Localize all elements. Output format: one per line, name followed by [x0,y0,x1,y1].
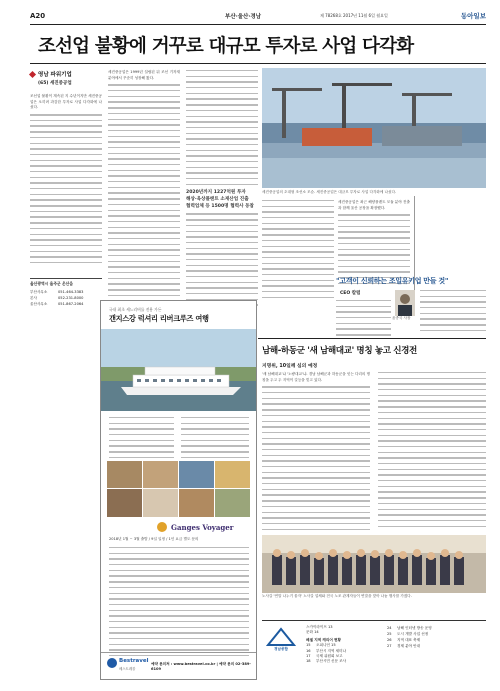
company-box [30,70,102,86]
info-box-title: 울산광역시 울주군 온산읍 [30,281,73,286]
info-row: 본사 052-231-8000 [30,296,84,300]
subhead: 2020년까지 1227억원 투자 [186,190,246,196]
travel-ad [100,300,257,680]
article-col-1 [30,94,102,268]
ad-footer [101,652,256,679]
paragraph: 세진중공업은 최근 해양플랜트 모듈 분야 진출과 함께 울산 공장을 확장했다. [338,200,410,210]
index-list-right: 24 남해 인터넷 방송 운영 25 도시 개발 사업 선정 26 지역 대표 축제 27 경제 분야 안내 [387,626,432,648]
brand-logo: 동아일보 [460,12,486,20]
paragraph: 조선업 불황이 계속된 지 수년이지만 세진중공업은 오히려 과감한 투자로 사업 다각화에 나섰다. [30,94,102,110]
article2-col-2 [378,372,486,531]
ceo-quote-title: "고객이 신뢰하는 조일유키업 만들 것" [336,277,449,285]
section-name: 부산·울산·경남 [225,14,262,20]
ad-brand: Bestravel [119,658,149,664]
cruise-ship-image [101,329,256,411]
ceo-col-right [420,290,486,336]
ad-brand-sub: 베스트레블 [119,667,136,671]
article-col-3 [186,70,258,310]
ship-name: Ganges Voyager [171,523,234,532]
ad-contact: 예약 문의처 : www.bestravel.co.kr | 예약 문의 02-389-6109 [151,662,251,671]
ad-kicker: 국내 최초 세느리버를 전용 가든 [109,307,162,312]
ad-photo-grid [107,461,250,517]
ceo-name: 윤종국 사장 [392,316,411,320]
paragraph: '새 남해대교'냐 '노량대교'냐. 경남 남해군과 하동군을 잇는 다리의 명칭을 두고 두 지역이 갈등을 빚고 있다. [262,372,370,382]
article2-col-1 [262,372,370,534]
paragraph: 세진중공업은 1999년 설립된 뒤 조선 기자재 분야에서 꾸준히 성장해 왔다. [108,70,180,80]
page-number: A20 [30,12,46,20]
article-col-4 [262,200,334,302]
event-photo [262,535,486,593]
index-list-left: 스카이라이프 13 문화 14 베셀 지역 캐리어 현황 15 오피니언 15 16 부산시 지역 세미나 17 국제 위원회 보고 18 부산시민 신문 조사 [306,625,347,664]
info-row: 울산사무소 051-867-2064 [30,302,84,306]
article-col-2 [108,70,180,323]
ceo-portrait [395,290,415,316]
ceo-col-left [336,300,391,340]
company-name: (65) 세진중공업 [38,81,72,86]
photo-caption: 세진중공업의 초대형 조선소 모습. 세진중공업은 대규모 투자로 사업 다각화에 나섰다. [262,190,397,194]
subhead: 해상·육상플랜트 소재산업 진출 [186,197,249,203]
event-photo-caption: 노사갈 '연말 나누기 물자' 노사갈 업체와 전국 노조 관계자들이 연말을 맞아 나눔 행사를 가졌다. [262,594,412,598]
article2-subtitle: 지명위, 10일께 심의 예정 [262,364,318,369]
ad-details: 2018년 1월 ~ 3월 출발 / 9일 일정 / 1인 요금 별도 문의 [109,537,199,541]
company-series-label: 영남 파워기업 [38,72,72,78]
date-issue: 제 78268호 2017년 11월 6일 월요일 [320,13,388,18]
ad-text-right [181,417,249,463]
index-logo: 경남종합 [264,627,298,653]
ship-emblem-icon [157,522,167,532]
company-info-box [30,278,102,307]
info-row: 부산사무소 051-464-3383 [30,290,84,294]
ad-text-left [109,417,174,463]
ceo-column-label: CEO 칼럼 [340,291,361,296]
ad-title: 갠지스강 럭셔리 리버크루즈 여행 [109,314,209,323]
diamond-icon [29,70,36,77]
shipyard-photo [262,68,486,188]
article2-title: 남해-하동군 '새 남해대교' 명칭 놓고 신경전 [262,346,417,356]
main-headline: 조선업 불황에 거꾸로 대규모 투자로 사업 다각화 [38,36,414,57]
ad-itinerary-lines [109,547,249,661]
page-header [30,12,486,25]
bestravel-logo-icon [107,658,117,668]
index-box [262,620,486,683]
subhead: 협력업체 등 1500명 협력사 동참 [186,204,254,210]
